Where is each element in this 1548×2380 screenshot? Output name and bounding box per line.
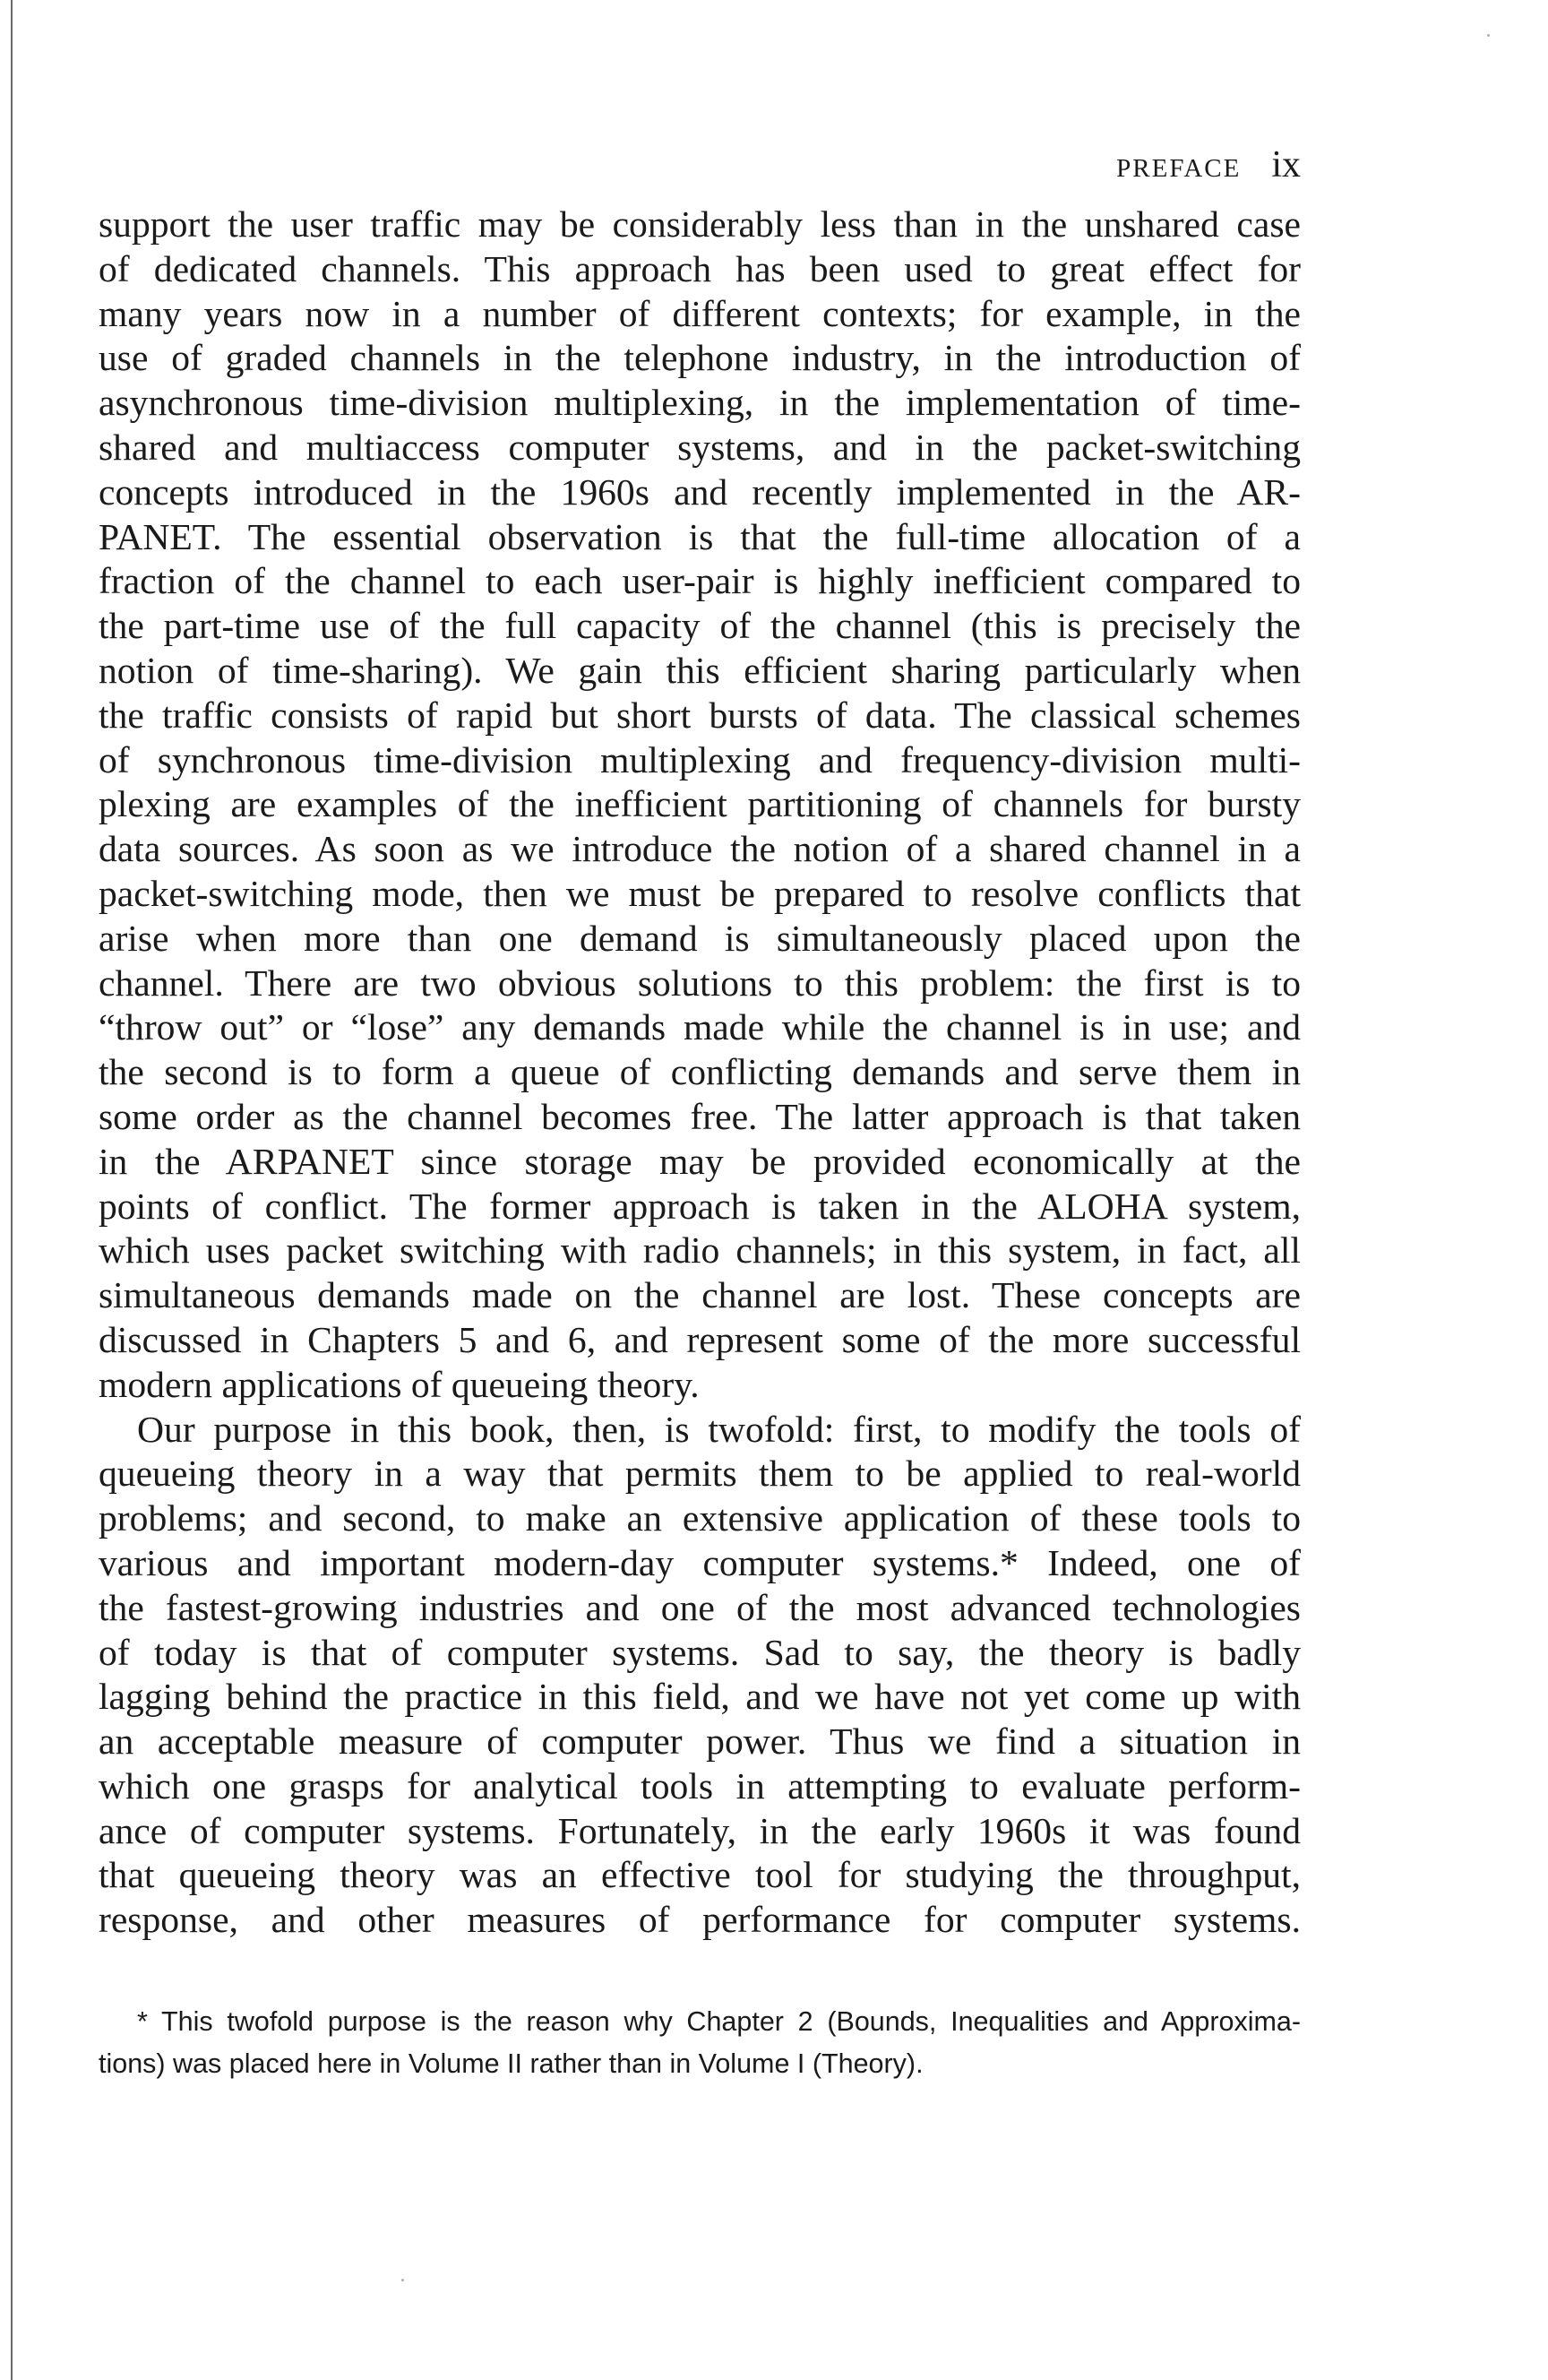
body-text [99,203,1301,1943]
text-line: data sources. As soon as we introduce the notion of a shared channel in a [99,828,1301,870]
text-line: Our purpose in this book, then, is twofold: first, to modify the tools of [137,1408,1301,1450]
text-line: some order as the channel becomes free. The latter approach is that taken [99,1095,1301,1137]
text-line: which one grasps for analytical tools in attempting to evaluate perform- [99,1764,1301,1807]
paper-speck [1487,34,1490,37]
text-line: which uses packet switching with radio channels; in this system, in fact, all [99,1229,1301,1272]
text-line: PANET. The essential observation is that the full-time allocation of a [99,515,1301,557]
text-line: channel. There are two obvious solutions to this problem: the first is to [99,961,1301,1004]
text-line: concepts introduced in the 1960s and recently implemented in the AR- [99,470,1301,513]
text-line: arise when more than one demand is simultaneously placed upon the [99,917,1301,959]
text-line: lagging behind the practice in this field, and we have not yet come up with [99,1676,1301,1718]
paragraph-2 [99,1408,1301,1944]
text-line: of dedicated channels. This approach has been used to great effect for [99,247,1301,289]
text-line: an acceptable measure of computer power. Thus we find a situation in [99,1720,1301,1763]
text-line: problems; and second, to make an extensive application of these tools to [99,1497,1301,1539]
text-line: notion of time-sharing). We gain this efficient sharing particularly when [99,649,1301,691]
text-line: many years now in a number of different contexts; for example, in the [99,292,1301,334]
text-line: fraction of the channel to each user-pair is highly inefficient compared to [99,560,1301,602]
paper-speck [401,2279,404,2281]
running-head [950,143,1301,192]
text-line: queueing theory in a way that permits them to be applied to real-world [99,1453,1301,1495]
text-line: the second is to form a queue of conflicting demands and serve them in [99,1051,1301,1093]
text-line: various and important modern-day computer systems.* Indeed, one of [99,1541,1301,1583]
text-line: in the ARPANET since storage may be provided economically at the [99,1140,1301,1182]
text-line: use of graded channels in the telephone industry, in the introduction of [99,337,1301,379]
page-edge-line [11,0,13,2380]
text-line: ance of computer systems. Fortunately, in the early 1960s it was found [99,1809,1301,1851]
running-head-title: PREFACE [1116,154,1242,183]
text-line: that queueing theory was an effective tool for studying the throughput, [99,1854,1301,1896]
text-line: response, and other measures of performance for computer systems. [99,1899,1301,1941]
footnote-line: * This twofold purpose is the reason why Chapter 2 (Bounds, Inequalities and Approxima- [137,2006,1301,2037]
text-line: the traffic consists of rapid but short bursts of data. The classical schemes [99,694,1301,736]
text-line: support the user traffic may be considerably less than in the unshared case [99,203,1301,245]
text-line: “throw out” or “lose” any demands made while the channel is in use; and [99,1006,1301,1048]
footnote-line: tions) was placed here in Volume II rather than in Volume I (Theory). [99,2048,924,2079]
text-line: discussed in Chapters 5 and 6, and represent some of the more successful [99,1318,1301,1360]
footnote [99,2001,1301,2085]
page-number: ix [1271,144,1301,185]
text-line: points of conflict. The former approach is taken in the ALOHA system, [99,1185,1301,1227]
text-line: asynchronous time-division multiplexing, in the implementation of time- [99,382,1301,424]
text-line: simultaneous demands made on the channel are lost. These concepts are [99,1274,1301,1316]
text-line: modern applications of queueing theory. [99,1363,700,1405]
text-line: plexing are examples of the inefficient partitioning of channels for bursty [99,783,1301,825]
text-line: the part-time use of the full capacity of the channel (this is precisely the [99,605,1301,647]
text-line: shared and multiaccess computer systems, and in the packet-switching [99,426,1301,468]
text-line: the fastest-growing industries and one of the most advanced technologies [99,1586,1301,1628]
text-line: packet-switching mode, then we must be prepared to resolve conflicts that [99,872,1301,914]
text-line: of synchronous time-division multiplexing and frequency-division multi- [99,738,1301,780]
text-line: of today is that of computer systems. Sad to say, the theory is badly [99,1631,1301,1673]
paragraph-1 [99,203,1301,1408]
